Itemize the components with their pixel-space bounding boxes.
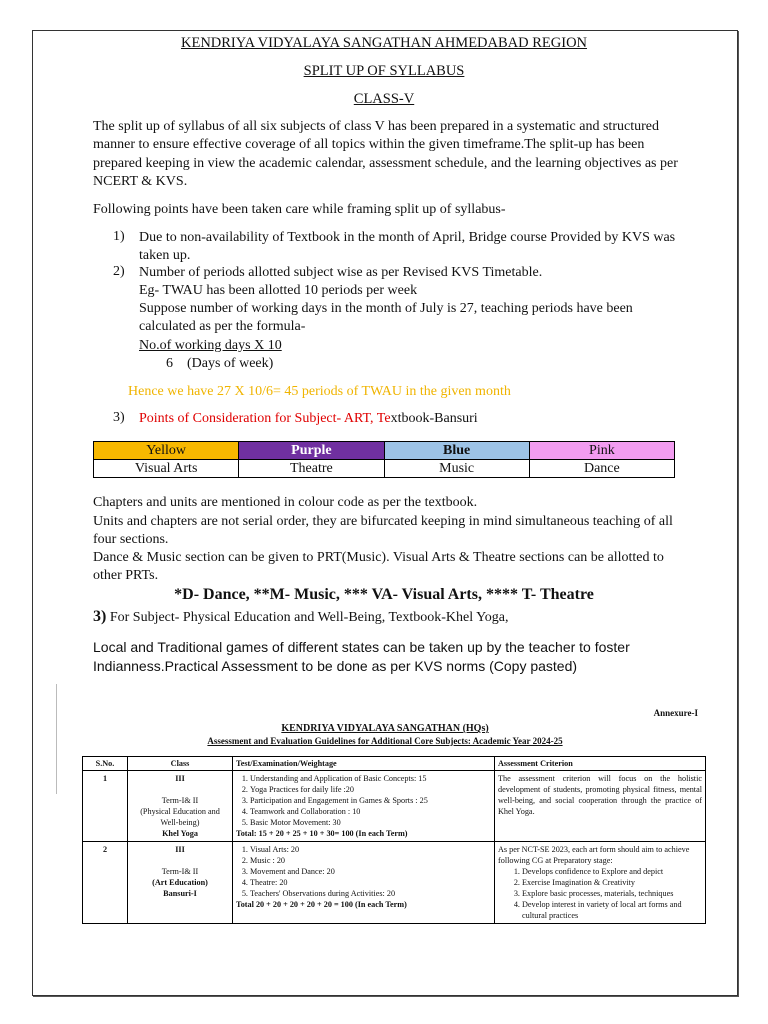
intro-paragraph: The split up of syllabus of all six subjects of class V has been prepared in a systematic and structured manner to ensure effective coverage of all topics within the given timeframe.The split-up has been prepared keeping in view the academic calendar, assessment schedule, and the learning objectives as per NCERT & KVS. [93, 119, 678, 189]
class-title: CLASS-V [353, 91, 415, 107]
row-1-total: Total: 15 + 20 + 25 + 10 + 30= 100 (In each Term) [236, 829, 408, 838]
color-code-table [93, 441, 675, 478]
row-2-sno: 2 [83, 842, 128, 924]
point-2-line-3: Suppose number of working days in the month of July is 27, teaching periods have been calculated as per the formula- [139, 301, 633, 335]
note-3: Dance & Music section can be given to PRT(Music). Visual Arts & Theatre sections can be allotted to other PRTs. [93, 550, 664, 584]
header-class: Class [128, 757, 233, 771]
row-2-class-grade: III [175, 845, 185, 854]
row-2-tests [233, 842, 495, 924]
color-value-theatre: Theatre [239, 460, 384, 478]
row-2-class-textbook: Bansuri-I [163, 889, 197, 898]
list-item: 4. Develop interest in variety of local art forms and cultural practices [522, 899, 702, 921]
list-item: 4. Theatre: 20 [250, 877, 491, 888]
point-2-line-1: Number of periods allotted subject wise as per Revised KVS Timetable. [139, 265, 543, 280]
row-1-criterion: The assessment criterion will focus on the holistic development of students, promoting physical fitness, mental well-being, and social cooperation through the practice of Khel Yoga. [495, 771, 706, 842]
list-item: 3. Participation and Engagement in Games & Sports : 25 [250, 795, 491, 806]
list-item: 2. Yoga Practices for daily life :20 [250, 784, 491, 795]
list-item: 1. Develops confidence to Explore and depict [522, 866, 702, 877]
points-intro: Following points have been taken care while framing split up of syllabus- [93, 202, 506, 217]
point-2-number: 2) [113, 264, 125, 279]
formula-denominator [166, 355, 273, 373]
list-item: 5. Teachers' Observations during Activities: 20 [250, 888, 491, 899]
annexure-label: Annexure-I [653, 708, 698, 718]
row-2-total: Total 20 + 20 + 20 + 20 + 20 = 100 (In each Term) [236, 900, 407, 909]
abbreviation-legend: *D- Dance, **M- Music, *** VA- Visual Arts, **** T- Theatre [174, 586, 594, 603]
row-2-criterion-intro: As per NCT-SE 2023, each art form should aim to achieve following CG at Preparatory stage: [498, 845, 690, 865]
row-2-class-term: Term-I& II [161, 867, 199, 876]
color-header-blue: Blue [384, 442, 529, 460]
list-item: 3. Explore basic processes, materials, techniques [522, 888, 702, 899]
point-1: Due to non-availability of Textbook in the month of April, Bridge course Provided by KVS was taken up. [139, 230, 676, 264]
row-1-sno: 1 [83, 771, 128, 842]
color-value-music: Music [384, 460, 529, 478]
note-2: Units and chapters are not serial order, they are bifurcated keeping in mind simultaneous teaching of all four sections. [93, 514, 673, 548]
list-item: 3. Movement and Dance: 20 [250, 866, 491, 877]
annexure-image [55, 680, 715, 970]
point-3 [139, 410, 478, 428]
local-games-paragraph: Local and Traditional games of different states can be taken up by the teacher to foster Indianness.Practical Assessment to be done as per KVS norms (Copy pasted) [93, 639, 630, 674]
point-3-number: 3) [113, 410, 125, 425]
list-item: 2. Music : 20 [250, 855, 491, 866]
color-header-yellow: Yellow [94, 442, 239, 460]
pe-text: For Subject- Physical Education and Well-Being, Textbook-Khel Yoga, [106, 610, 509, 625]
header-criterion: Assessment Criterion [495, 757, 706, 771]
row-1-class-grade: III [175, 774, 185, 783]
formula-numerator: No.of working days X 10 [139, 338, 282, 353]
point-2-line-2: Eg- TWAU has been allotted 10 periods per week [139, 283, 418, 298]
annexure-subtitle: Assessment and Evaluation Guidelines for Additional Core Subjects: Academic Year 2024-25 [207, 736, 563, 746]
list-item: 2. Exercise Imagination & Creativity [522, 877, 702, 888]
table-row [83, 842, 706, 924]
color-value-visual-arts: Visual Arts [94, 460, 239, 478]
color-value-dance: Dance [529, 460, 674, 478]
color-header-purple: Purple [239, 442, 384, 460]
formula-denominator-value: 6 [166, 356, 173, 371]
row-1-class [128, 771, 233, 842]
row-1-class-subject: (Physical Education and Well-being) [140, 807, 220, 827]
note-1: Chapters and units are mentioned in colour code as per the textbook. [93, 495, 478, 510]
color-header-pink: Pink [529, 442, 674, 460]
list-item: 4. Teamwork and Collaboration : 10 [250, 806, 491, 817]
annexure-title: KENDRIYA VIDYALAYA SANGATHAN (HQs) [281, 723, 489, 734]
list-item: 1. Visual Arts: 20 [250, 844, 491, 855]
row-1-tests [233, 771, 495, 842]
header-test: Test/Examination/Weightage [233, 757, 495, 771]
point-3-red-text: Points of Consideration for Subject- ART, Te [139, 411, 391, 426]
header-sno: S.No. [83, 757, 128, 771]
table-row [83, 771, 706, 842]
list-item: 5. Basic Motor Movement: 30 [250, 817, 491, 828]
pe-number: 3) [93, 608, 107, 625]
formula-denominator-label: (Days of week) [187, 356, 274, 371]
row-2-class-subject: (Art Education) [152, 878, 208, 887]
row-2-criterion [495, 842, 706, 924]
point-1-number: 1) [113, 229, 125, 244]
hence-statement: Hence we have 27 X 10/6= 45 periods of TWAU in the given month [128, 384, 511, 399]
row-1-class-term: Term-I& II [161, 796, 199, 805]
subtitle: SPLIT UP OF SYLLABUS [303, 63, 465, 79]
assessment-table-header [83, 757, 706, 771]
pe-heading [93, 608, 509, 626]
row-2-class [128, 842, 233, 924]
list-item: 1. Understanding and Application of Basic Concepts: 15 [250, 773, 491, 784]
org-title: KENDRIYA VIDYALAYA SANGATHAN AHMEDABAD REGION [180, 35, 588, 51]
assessment-table [82, 756, 706, 924]
row-1-class-textbook: Khel Yoga [162, 829, 198, 838]
point-3-black-text: xtbook-Bansuri [390, 411, 478, 426]
